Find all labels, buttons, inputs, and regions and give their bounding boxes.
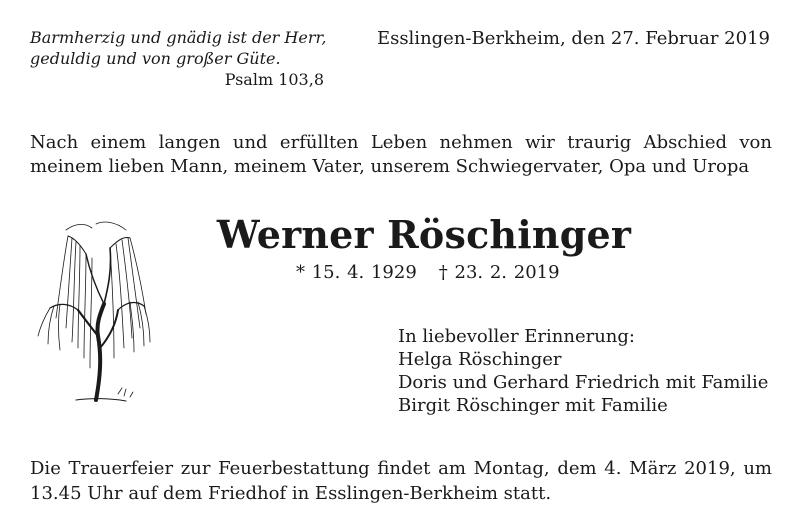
quote-line-1: Barmherzig und gnädig ist der Herr, xyxy=(30,28,327,47)
intro-line-2: meinem lieben Mann, meinem Vater, unserem Schwiegervater, Opa und Uropa xyxy=(30,156,750,177)
life-dates xyxy=(296,262,560,284)
family-signature xyxy=(398,325,768,417)
family-member: Helga Röschinger xyxy=(398,349,562,370)
deceased-name: Werner Röschinger xyxy=(216,212,632,257)
funeral-notice xyxy=(30,456,772,506)
quote-reference: Psalm 103,8 xyxy=(224,70,324,89)
quote-line-2: geduldig und von großer Güte. xyxy=(30,49,281,68)
bible-quote xyxy=(30,27,350,90)
death-date: † 23. 2. 2019 xyxy=(438,262,560,283)
intro-text xyxy=(30,131,772,179)
family-heading: In liebevoller Erinnerung: xyxy=(398,326,635,347)
intro-line-1: Nach einem langen und erfüllten Leben nehmen wir traurig Abschied von xyxy=(30,132,772,153)
family-member: Doris und Gerhard Friedrich mit Familie xyxy=(398,372,769,393)
weeping-willow-icon xyxy=(30,218,154,408)
place-and-date: Esslingen-Berkheim, den 27. Februar 2019 xyxy=(376,28,770,49)
family-member: Birgit Röschinger mit Familie xyxy=(398,395,668,416)
birth-date: * 15. 4. 1929 xyxy=(296,262,417,283)
funeral-line-2: 13.45 Uhr auf dem Friedhof in Esslingen-Berkheim statt. xyxy=(30,483,552,504)
funeral-line-1: Die Trauerfeier zur Feuerbestattung findet am Montag, dem 4. März 2019, um xyxy=(30,458,772,479)
